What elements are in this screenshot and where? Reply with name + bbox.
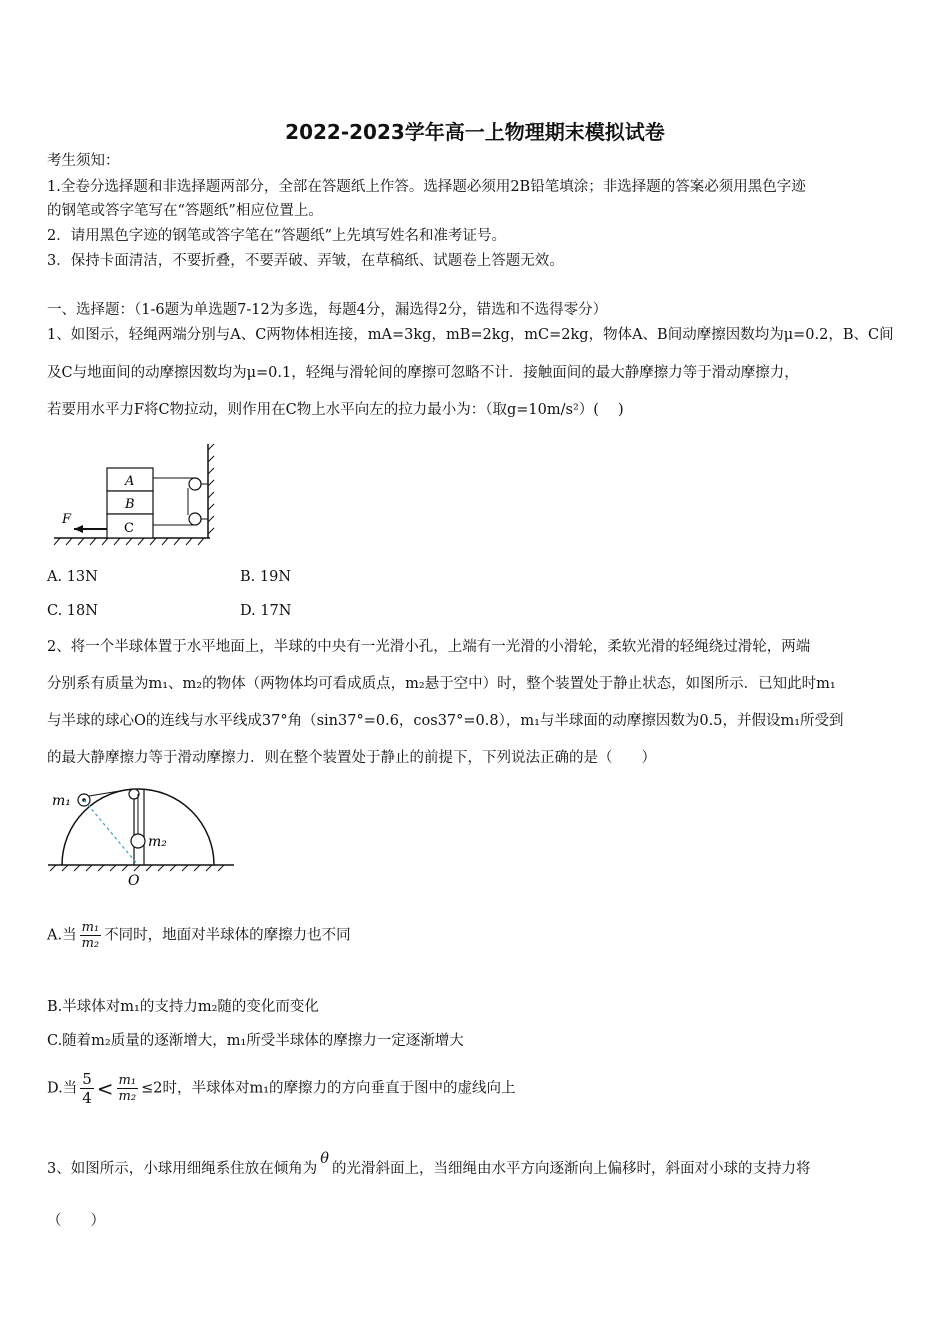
q2-option-a-prefix: A.当 [47,927,77,944]
dashed-radius [84,800,138,865]
q1-line-3: 若要用水平力F将C物拉动，则作用在C物上水平向左的拉力最小为：（取g=10m/s²）( ) [47,402,624,418]
q1-line-2: 及C与地面间的动摩擦因数均为μ=0.1，轻绳与滑轮间的摩擦可忽略不计．接触面间的最大静摩擦力等于滑动摩擦力， [47,365,799,381]
mass-m2 [131,834,145,848]
theta-symbol: θ [320,1151,329,1167]
notice-item-1-cont: 的钢笔或答字笔写在“答题纸”相应位置上。 [47,203,323,219]
less-than-sign: < [96,1076,114,1101]
notice-item-2: 2．请用黑色字迹的钢笔或答字笔在“答题纸”上先填写姓名和准考证号。 [47,228,507,244]
label-b: B [125,497,135,512]
fraction-numerator: m₁ [81,920,100,935]
q2-line-2: 分别系有质量为m₁、m₂的物体（两物体均可看成质点，m₂悬于空中）时，整个装置处于静止状态，如图所示．已知此时m₁ [47,676,836,692]
label-m2: m₂ [148,834,167,850]
label-f: F [62,512,72,527]
notice-item-1: 1.全卷分选择题和非选择题两部分，全部在答题纸上作答。选择题必须用2B铅笔填涂；非选择题的答案必须用黑色字迹 [47,179,806,195]
section-heading: 一、选择题：（1-6题为单选题7-12为多选，每题4分，漏选得2分，错选和不选得零分） [47,302,608,318]
q3-line-1 [47,1151,811,1178]
q1-figure [50,440,220,548]
q1-line-1: 1、如图示，轻绳两端分别与A、C两物体相连接，mA=3kg，mB=2kg，mC=2kg，物体A、B间动摩擦因数均为μ=0.2，B、C间 [47,327,894,343]
fraction-numerator: 5 [82,1070,92,1088]
q2-line-4: 的最大静摩擦力等于滑动摩擦力．则在整个装置处于静止的前提下，下列说法正确的是（ ） [47,750,656,766]
notice-heading: 考生须知： [47,153,120,169]
q2-option-a-text: 不同时，地面对半球体的摩擦力也不同 [104,927,351,944]
label-c: C [124,521,134,536]
q2-option-d-prefix: D.当 [47,1080,78,1097]
q2-line-3: 与半球的球心O的连线与水平线成37°角（sin37°=0.6，cos37°=0.8），m₁与半球面的动摩擦因数为0.5，并假设m₁所受到 [47,713,844,729]
label-m1: m₁ [52,793,71,809]
fraction-denominator: 4 [82,1089,92,1107]
q2-option-d [47,1070,516,1107]
ratio-fraction [80,920,102,951]
five-quarters-fraction [80,1070,94,1107]
q3-line-1-prefix: 3、如图所示，小球用细绳系住放在倾角为 [47,1161,318,1177]
q1-option-a: A. 13N [47,569,98,585]
q1-option-d: D. 17N [240,603,292,619]
q2-option-b: B.半球体对m₁的支持力m₂随的变化而变化 [47,999,319,1015]
q2-line-1: 2、将一个半球体置于水平地面上，半球的中央有一光滑小孔，上端有一光滑的小滑轮，柔软光滑的轻绳绕过滑轮，两端 [47,639,811,655]
q3-line-1-suffix: 的光滑斜面上，当细绳由水平方向逐渐向上偏移时，斜面对小球的支持力将 [331,1161,811,1177]
q3-line-2: （ ） [47,1213,105,1229]
label-a: A [125,474,135,489]
q2-figure [44,780,244,890]
q2-option-d-text: ≤2时，半球体对m₁的摩擦力的方向垂直于图中的虚线向上 [141,1080,516,1097]
fraction-numerator: m₁ [118,1073,137,1088]
fraction-denominator: m₂ [118,1089,137,1104]
fraction-denominator: m₂ [81,936,100,951]
q1-option-c: C. 18N [47,603,98,619]
notice-item-3: 3．保持卡面清洁，不要折叠，不要弄破、弄皱，在草稿纸、试题卷上答题无效。 [47,253,564,269]
ratio-fraction [117,1073,139,1104]
q2-option-c: C.随着m₂质量的逐渐增大，m₁所受半球体的摩擦力一定逐渐增大 [47,1033,464,1049]
page-title: 2022-2023学年高一上物理期末模拟试卷 [285,120,665,144]
force-arrow [74,525,83,533]
q1-option-b: B. 19N [240,569,292,585]
label-o: O [128,873,140,889]
q2-option-a [47,920,351,951]
